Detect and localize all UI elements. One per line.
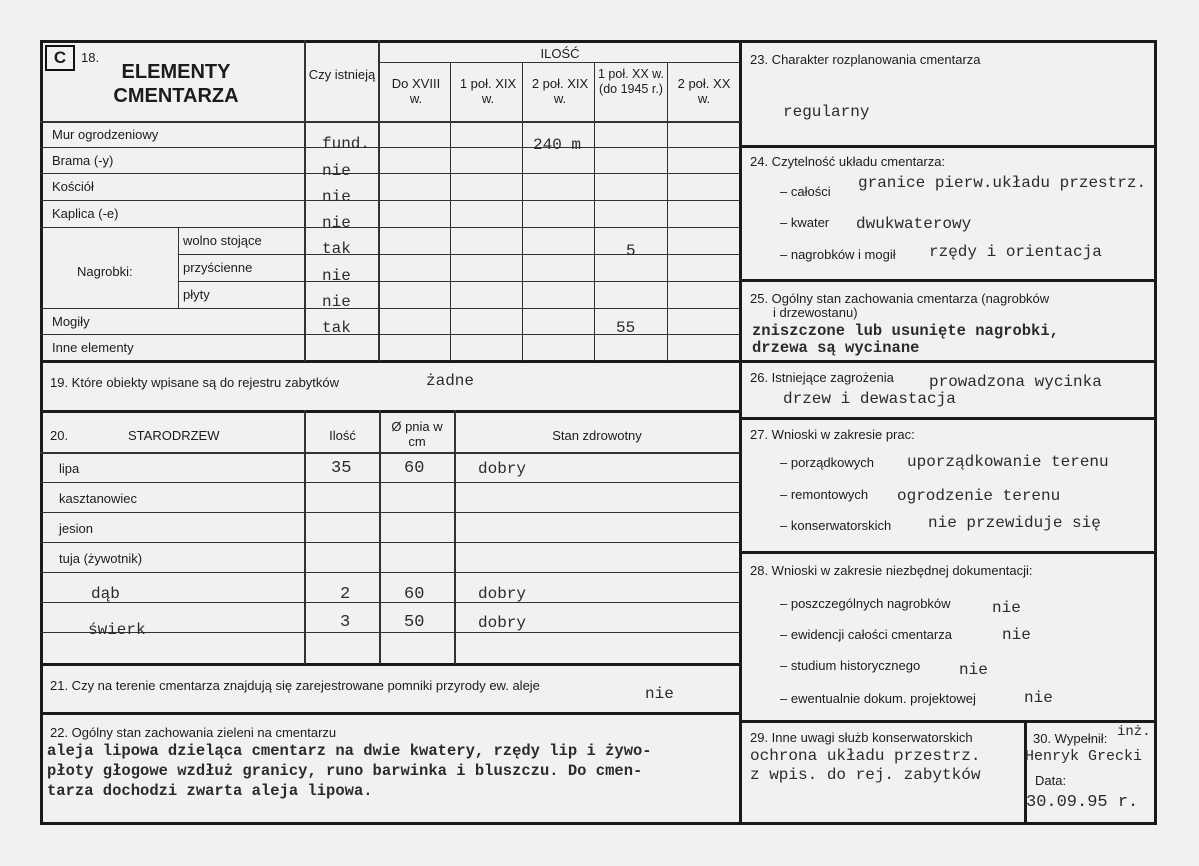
- species-tuja: tuja (żywotnik): [59, 551, 143, 566]
- section-29-value-line2: z wpis. do rej. zabytków: [750, 766, 981, 784]
- section-28-item1-value: nie: [992, 599, 1021, 617]
- col-health-header: Stan zdrowotny: [552, 428, 642, 443]
- exists-graves: tak: [322, 319, 351, 337]
- section-30-date-value: 30.09.95 r.: [1026, 793, 1139, 812]
- section-28-item3-value: nie: [959, 661, 988, 679]
- period-header-5: 2 poł. XX w.: [677, 76, 731, 106]
- section-20-title: STARODRZEW: [128, 428, 220, 443]
- section-28-item4-label: – ewentualnie dokum. projektowej: [780, 691, 976, 706]
- section-27-cleanup-value: uporządkowanie terenu: [907, 453, 1109, 471]
- section-23-value: regularny: [783, 103, 870, 121]
- health-swierk: dobry: [478, 614, 527, 632]
- period-header-3: 2 poł. XIX w.: [531, 76, 589, 106]
- section-22-text-line2: płoty głogowe wzdłuż granicy, runo barwinka i bluszczu. Do cmen-: [47, 762, 643, 780]
- section-24-item-total-label: – całości: [780, 184, 831, 199]
- section-25-label-line1: 25. Ogólny stan zachowania cmentarza (nagrobków: [750, 291, 1050, 306]
- section-24-item-quarters-value: dwukwaterowy: [856, 215, 972, 233]
- section-27-repair-value: ogrodzenie terenu: [897, 487, 1061, 505]
- section-30-date-label: Data:: [1035, 773, 1067, 788]
- section-27-conservation-label: – konserwatorskich: [780, 518, 892, 533]
- exists-church: nie: [322, 188, 351, 206]
- section-22-text-line1: aleja lipowa dzieląca cmentarz na dwie kwatery, rzędy lip i żywo-: [47, 742, 652, 760]
- ilosc-header: ILOŚĆ: [540, 46, 580, 61]
- section-28-item3-label: – studium historycznego: [780, 658, 921, 673]
- exists-gate: nie: [322, 162, 351, 180]
- col-qty-header: Ilość: [329, 428, 356, 443]
- section-29-label: 29. Inne uwagi służb konserwatorskich: [750, 730, 973, 745]
- section-28-label: 28. Wnioski w zakresie niezbędnej dokumentacji:: [750, 563, 1033, 578]
- qty-wall: 240 m: [533, 136, 582, 154]
- qty-graves: 55: [616, 319, 636, 337]
- section-30-title: inż.: [1117, 724, 1151, 740]
- health-dab: dobry: [478, 585, 527, 603]
- qty-lipa: 35: [331, 459, 352, 478]
- exists-wall-mounted: nie: [322, 267, 351, 285]
- qty-dab: 2: [340, 585, 351, 604]
- section-18-title-line2: CMENTARZA: [113, 85, 239, 107]
- row-label-slabs: płyty: [183, 287, 210, 302]
- section-27-label: 27. Wnioski w zakresie prac:: [750, 427, 915, 442]
- section-23-label: 23. Charakter rozplanowania cmentarza: [750, 52, 981, 67]
- period-header-2: 1 poł. XIX w.: [459, 76, 517, 106]
- section-24-item-total-value: granice pierw.układu przestrz.: [858, 174, 1147, 192]
- species-lipa: lipa: [59, 461, 80, 476]
- section-24-item-graves-label: – nagrobków i mogił: [780, 247, 896, 262]
- section-18-title: [100, 60, 252, 108]
- section-28-item2-value: nie: [1002, 626, 1031, 644]
- section-29-value-line1: ochrona układu przestrz.: [750, 747, 981, 765]
- section-18-number: 18.: [81, 50, 100, 65]
- section-19-value: żadne: [426, 372, 475, 390]
- section-21-value: nie: [645, 685, 674, 703]
- period-header-4: 1 poł. XX w. (do 1945 r.): [597, 67, 664, 96]
- section-25-value-line2: drzewa są wycinane: [752, 339, 920, 357]
- section-25-value-line1: zniszczone lub usunięte nagrobki,: [752, 322, 1059, 340]
- section-27-cleanup-label: – porządkowych: [780, 455, 874, 470]
- section-26-value-line2: drzew i dewastacja: [783, 390, 956, 408]
- col-exists-header: Czy istnieją: [308, 67, 376, 82]
- qty-swierk: 3: [340, 613, 351, 632]
- section-letter-box: C: [45, 45, 75, 71]
- row-label-chapel: Kaplica (-e): [52, 206, 119, 221]
- period-header-1: Do XVIII w.: [391, 76, 441, 106]
- section-28-item1-label: – poszczególnych nagrobków: [780, 596, 951, 611]
- section-20-number: 20.: [50, 428, 69, 443]
- row-label-church: Kościół: [52, 179, 94, 194]
- section-28-item2-label: – ewidencji całości cmentarza: [780, 627, 952, 642]
- diameter-swierk: 50: [404, 613, 425, 632]
- species-kasztanowiec: kasztanowiec: [59, 491, 138, 506]
- col-diameter-header: Ø pnia w cm: [391, 419, 443, 449]
- diameter-lipa: 60: [404, 459, 425, 478]
- qty-freestanding: 5: [626, 242, 636, 260]
- row-label-wall: Mur ogrodzeniowy: [52, 127, 159, 142]
- section-27-repair-label: – remontowych: [780, 487, 869, 502]
- diameter-dab: 60: [404, 585, 425, 604]
- row-label-wall-mounted: przyścienne: [183, 260, 253, 275]
- section-24-item-graves-value: rzędy i orientacja: [929, 243, 1102, 261]
- section-26-label: 26. Istniejące zagrożenia: [750, 370, 894, 385]
- row-label-graves: Mogiły: [52, 314, 90, 329]
- species-dab: dąb: [91, 585, 120, 603]
- section-25-label-line2: i drzewostanu): [773, 305, 858, 320]
- species-jesion: jesion: [59, 521, 93, 536]
- section-18-title-line1: ELEMENTY: [121, 61, 231, 83]
- exists-wall: fund.: [322, 135, 371, 153]
- section-22-label: 22. Ogólny stan zachowania zieleni na cmentarzu: [50, 725, 337, 740]
- exists-slabs: nie: [322, 293, 351, 311]
- section-27-conservation-value: nie przewiduje się: [928, 514, 1101, 532]
- section-28-item4-value: nie: [1024, 689, 1053, 707]
- section-30-name: Henryk Grecki: [1025, 748, 1143, 765]
- exists-chapel: nie: [322, 214, 351, 232]
- section-30-label: 30. Wypełnił:: [1033, 731, 1108, 746]
- health-lipa: dobry: [478, 460, 527, 478]
- section-24-label: 24. Czytelność układu cmentarza:: [750, 154, 946, 169]
- species-swierk: świerk: [88, 621, 146, 639]
- row-label-gate: Brama (-y): [52, 153, 114, 168]
- section-24-item-quarters-label: – kwater: [780, 215, 830, 230]
- row-label-nagrobki: Nagrobki:: [77, 264, 133, 279]
- row-label-other: Inne elementy: [52, 340, 134, 355]
- section-19-label: 19. Które obiekty wpisane są do rejestru zabytków: [50, 375, 340, 390]
- section-22-text-line3: tarza dochodzi zwarta aleja lipowa.: [47, 782, 373, 800]
- row-label-freestanding: wolno stojące: [183, 233, 262, 248]
- section-26-value-line1: prowadzona wycinka: [929, 373, 1102, 391]
- section-21-label: 21. Czy na terenie cmentarza znajdują się zarejestrowane pomniki przyrody ew. aleje: [50, 678, 540, 693]
- exists-freestanding: tak: [322, 240, 351, 258]
